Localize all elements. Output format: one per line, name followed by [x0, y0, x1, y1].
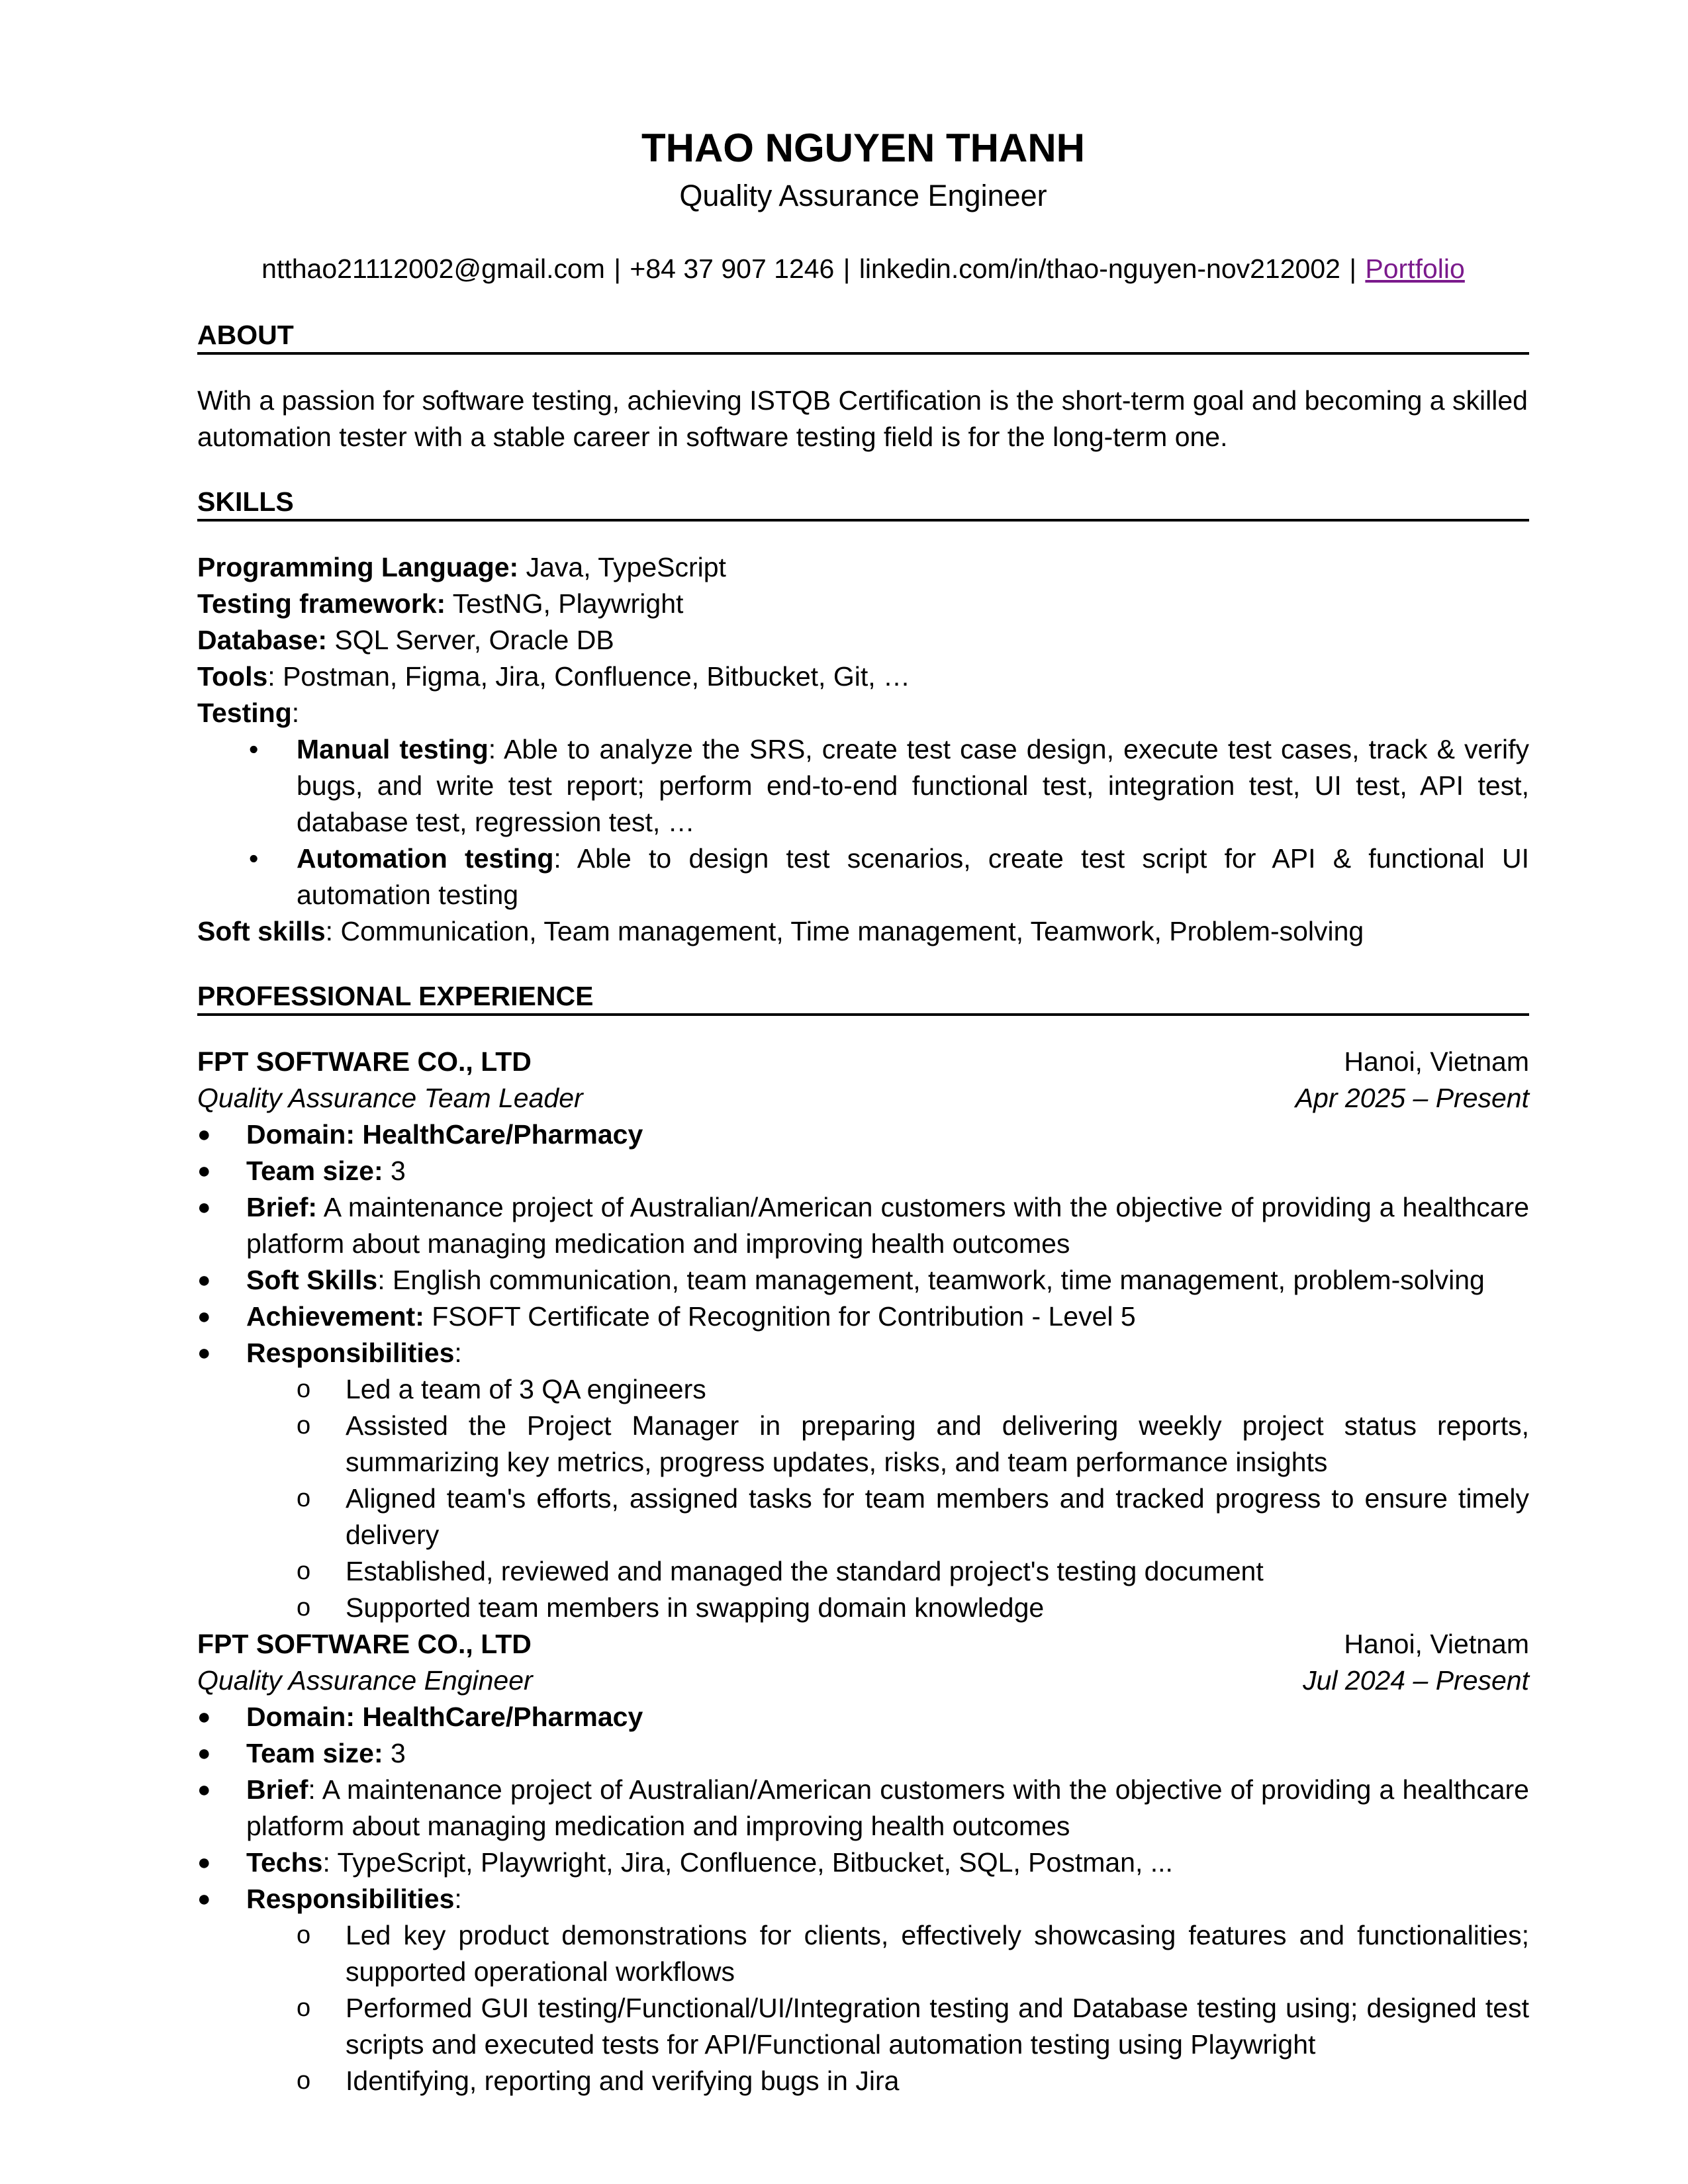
- contact-line: [197, 249, 1529, 289]
- list-item: ● Brief: A maintenance project of Australian/American customers with the objective of providing a healthcare platform about managing medication and improving health outcomes: [197, 1774, 1529, 1841]
- experience-heading: PROFESSIONAL EXPERIENCE: [197, 979, 1529, 1016]
- separator: |: [843, 253, 851, 284]
- responsibilities-list: [246, 1371, 1529, 1626]
- job-role: Quality Assurance Engineer: [197, 1665, 533, 1696]
- job-header: [197, 1626, 1529, 1662]
- list-item: o Established, reviewed and managed the standard project's testing document: [297, 1556, 1264, 1586]
- job-header: [197, 1044, 1529, 1080]
- job-location: Hanoi, Vietnam: [1344, 1046, 1529, 1077]
- skill-soft: Soft skills: Communication, Team management, Time management, Teamwork, Problem-solving: [197, 916, 1364, 946]
- list-item: ● Responsibilities: o Led key product demonstrations for clients, effectively showcasing features and functionalities; supported operational workflows o Performed GUI testing/Functional/UI/Integration testing and Database testing using; designed test scripts and executed tests for API/Functional automation testing using Playwright o Identifying, reporting and verifying bugs in Jira: [197, 1881, 1529, 2099]
- list-item: ● Techs: TypeScript, Playwright, Jira, Confluence, Bitbucket, SQL, Postman, ...: [197, 1847, 1173, 1878]
- about-heading: ABOUT: [197, 318, 1529, 355]
- resume-content: [197, 119, 1529, 2099]
- job-location: Hanoi, Vietnam: [1344, 1629, 1529, 1659]
- phone: +84 37 907 1246: [630, 253, 835, 284]
- job-entry: [197, 1044, 1529, 1626]
- skill-testing: Testing:: [197, 698, 300, 728]
- portfolio-link[interactable]: Portfolio: [1365, 253, 1465, 284]
- about-text: With a passion for software testing, achieving ISTQB Certification is the short-term goal and becoming a skilled automation tester with a stable career in software testing field is for the long-term one.: [197, 385, 1528, 452]
- list-item: o Aligned team's efforts, assigned tasks for team members and tracked progress to ensure timely delivery: [297, 1483, 1529, 1550]
- skill-framework: Testing framework: TestNG, Playwright: [197, 588, 684, 619]
- job-subheader: [197, 1080, 1529, 1116]
- job-role: Quality Assurance Team Leader: [197, 1083, 583, 1113]
- list-item: o Led a team of 3 QA engineers: [297, 1374, 706, 1404]
- list-item: ● Brief: A maintenance project of Australian/American customers with the objective of providing a healthcare platform about managing medication and improving health outcomes: [197, 1192, 1529, 1259]
- candidate-name: THAO NGUYEN THANH: [641, 126, 1085, 170]
- job-details: [197, 1699, 1529, 2099]
- list-item: ● Domain: HealthCare/Pharmacy: [197, 1702, 643, 1732]
- list-item: ● Soft Skills: English communication, team management, teamwork, time management, problem-solving: [197, 1265, 1485, 1295]
- separator: |: [614, 253, 621, 284]
- list-item: ● Domain: HealthCare/Pharmacy: [197, 1119, 643, 1150]
- list-item: ● Team size: 3: [197, 1738, 406, 1768]
- job-subheader: [197, 1662, 1529, 1699]
- candidate-title: Quality Assurance Engineer: [679, 179, 1047, 212]
- job-entry: [197, 1626, 1529, 2099]
- linkedin-url[interactable]: linkedin.com/in/thao-nguyen-nov212002: [859, 253, 1340, 284]
- list-item: o Led key product demonstrations for clients, effectively showcasing features and functionalities; supported operational workflows: [297, 1920, 1529, 1987]
- skills-heading: SKILLS: [197, 484, 1529, 522]
- list-item: • Manual testing: Able to analyze the SRS, create test case design, execute test cases, track & verify bugs, and write test report; perform end-to-end functional test, integration test, UI test, API test, database test, regression test, …: [249, 734, 1529, 837]
- responsibilities-list: [246, 1917, 1529, 2099]
- job-details: [197, 1116, 1529, 1626]
- list-item: o Supported team members in swapping domain knowledge: [297, 1592, 1045, 1623]
- list-item: ● Achievement: FSOFT Certificate of Recognition for Contribution - Level 5: [197, 1301, 1136, 1332]
- list-item: ● Responsibilities: o Led a team of 3 QA engineers o Assisted the Project Manager in preparing and delivering weekly project status reports, summarizing key metrics, progress updates, risks, and team performance insights o Aligned team's efforts, assigned tasks for team members and tracked progress to ensure timely delivery o Established, reviewed and managed the standard project's testing document o Supported team members in swapping domain knowledge: [197, 1335, 1529, 1626]
- company-name: FPT SOFTWARE CO., LTD: [197, 1046, 532, 1077]
- skill-database: Database: SQL Server, Oracle DB: [197, 625, 614, 655]
- testing-list: [197, 731, 1529, 913]
- list-item: ● Team size: 3: [197, 1156, 406, 1186]
- skill-tools: Tools: Postman, Figma, Jira, Confluence, Bitbucket, Git, …: [197, 661, 911, 692]
- list-item: o Assisted the Project Manager in preparing and delivering weekly project status reports, summarizing key metrics, progress updates, risks, and team performance insights: [297, 1410, 1529, 1477]
- email[interactable]: ntthao21112002@gmail.com: [261, 253, 605, 284]
- company-name: FPT SOFTWARE CO., LTD: [197, 1629, 532, 1659]
- job-dates: Apr 2025 – Present: [1295, 1083, 1529, 1113]
- separator: |: [1349, 253, 1356, 284]
- list-item: • Automation testing: Able to design test scenarios, create test script for API & functional UI automation testing: [249, 843, 1530, 910]
- list-item: o Performed GUI testing/Functional/UI/Integration testing and Database testing using; designed test scripts and executed tests for API/Functional automation testing using Playwright: [297, 1993, 1529, 2060]
- experience-body: [197, 1044, 1529, 2099]
- skill-programming: Programming Language: Java, TypeScript: [197, 552, 726, 582]
- list-item: o Identifying, reporting and verifying bugs in Jira: [297, 2066, 900, 2096]
- job-dates: Jul 2024 – Present: [1303, 1665, 1529, 1696]
- skills-body: [197, 549, 1529, 950]
